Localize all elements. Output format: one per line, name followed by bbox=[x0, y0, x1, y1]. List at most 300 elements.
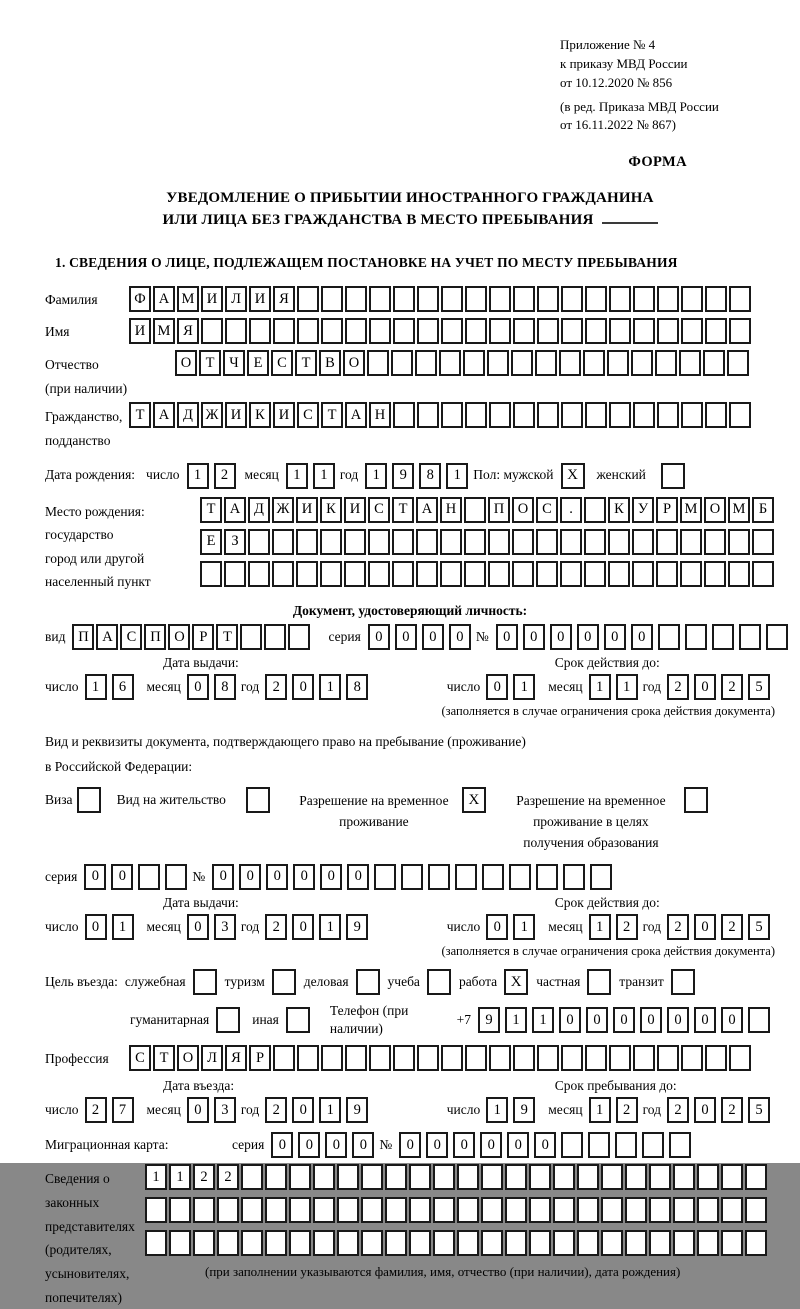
char-cell[interactable]: Ж bbox=[272, 497, 294, 523]
char-cell[interactable]: Р bbox=[192, 624, 214, 650]
char-cell[interactable]: 1 bbox=[616, 674, 638, 700]
char-cell[interactable] bbox=[465, 402, 487, 428]
stay-month-cells[interactable] bbox=[589, 1097, 643, 1123]
char-cell[interactable]: 1 bbox=[169, 1164, 191, 1190]
char-cell[interactable] bbox=[488, 529, 510, 555]
char-cell[interactable]: 1 bbox=[446, 463, 468, 489]
residence-permit-checkbox[interactable] bbox=[246, 787, 270, 813]
char-cell[interactable] bbox=[392, 529, 414, 555]
char-cell[interactable] bbox=[721, 1164, 743, 1190]
doc-issue-month-cells[interactable] bbox=[187, 674, 241, 700]
char-cell[interactable]: Т bbox=[392, 497, 414, 523]
char-cell[interactable] bbox=[409, 1197, 431, 1223]
char-cell[interactable]: А bbox=[345, 402, 367, 428]
char-cell[interactable] bbox=[337, 1197, 359, 1223]
char-cell[interactable]: 0 bbox=[111, 864, 133, 890]
char-cell[interactable]: 0 bbox=[212, 864, 234, 890]
char-cell[interactable] bbox=[505, 1164, 527, 1190]
char-cell[interactable] bbox=[193, 1197, 215, 1223]
entry-day-cells[interactable] bbox=[85, 1097, 139, 1123]
char-cell[interactable] bbox=[729, 286, 751, 312]
char-cell[interactable]: С bbox=[120, 624, 142, 650]
char-cell[interactable] bbox=[489, 1045, 511, 1071]
char-cell[interactable]: И bbox=[344, 497, 366, 523]
char-cell[interactable] bbox=[169, 1197, 191, 1223]
char-cell[interactable] bbox=[685, 624, 707, 650]
char-cell[interactable] bbox=[273, 318, 295, 344]
char-cell[interactable] bbox=[608, 529, 630, 555]
birth-day-cells[interactable] bbox=[187, 463, 241, 489]
char-cell[interactable] bbox=[367, 350, 389, 376]
char-cell[interactable] bbox=[385, 1164, 407, 1190]
char-cell[interactable] bbox=[537, 286, 559, 312]
char-cell[interactable] bbox=[464, 561, 486, 587]
char-cell[interactable]: И bbox=[201, 286, 223, 312]
rvp-series-cells[interactable] bbox=[84, 864, 192, 890]
char-cell[interactable] bbox=[441, 286, 463, 312]
char-cell[interactable]: Д bbox=[177, 402, 199, 428]
char-cell[interactable] bbox=[289, 1197, 311, 1223]
char-cell[interactable] bbox=[649, 1230, 671, 1256]
char-cell[interactable]: 2 bbox=[616, 914, 638, 940]
char-cell[interactable]: 0 bbox=[187, 674, 209, 700]
char-cell[interactable] bbox=[409, 1164, 431, 1190]
char-cell[interactable] bbox=[465, 1045, 487, 1071]
birth-place-row3-cells[interactable] bbox=[200, 561, 776, 587]
char-cell[interactable] bbox=[145, 1230, 167, 1256]
char-cell[interactable]: 1 bbox=[505, 1007, 527, 1033]
doc-issue-year-cells[interactable] bbox=[265, 674, 373, 700]
char-cell[interactable]: 5 bbox=[748, 1097, 770, 1123]
phone-cells[interactable] bbox=[478, 1007, 775, 1033]
char-cell[interactable] bbox=[658, 624, 680, 650]
char-cell[interactable]: Н bbox=[440, 497, 462, 523]
char-cell[interactable] bbox=[705, 318, 727, 344]
char-cell[interactable]: А bbox=[416, 497, 438, 523]
char-cell[interactable]: К bbox=[249, 402, 271, 428]
char-cell[interactable] bbox=[344, 529, 366, 555]
char-cell[interactable] bbox=[193, 1230, 215, 1256]
char-cell[interactable] bbox=[590, 864, 612, 890]
char-cell[interactable] bbox=[609, 286, 631, 312]
representatives-row2-cells[interactable] bbox=[145, 1197, 769, 1223]
char-cell[interactable]: А bbox=[96, 624, 118, 650]
char-cell[interactable] bbox=[553, 1197, 575, 1223]
char-cell[interactable]: 2 bbox=[616, 1097, 638, 1123]
char-cell[interactable]: Ж bbox=[201, 402, 223, 428]
char-cell[interactable]: 8 bbox=[346, 674, 368, 700]
char-cell[interactable]: 2 bbox=[721, 1097, 743, 1123]
char-cell[interactable]: 0 bbox=[667, 1007, 689, 1033]
char-cell[interactable] bbox=[288, 624, 310, 650]
char-cell[interactable] bbox=[320, 529, 342, 555]
char-cell[interactable] bbox=[272, 561, 294, 587]
char-cell[interactable] bbox=[536, 561, 558, 587]
char-cell[interactable] bbox=[433, 1197, 455, 1223]
char-cell[interactable] bbox=[657, 286, 679, 312]
surname-cells[interactable] bbox=[129, 286, 753, 312]
char-cell[interactable] bbox=[669, 1132, 691, 1158]
char-cell[interactable]: 0 bbox=[320, 864, 342, 890]
rvp-issue-month-cells[interactable] bbox=[187, 914, 241, 940]
char-cell[interactable] bbox=[509, 864, 531, 890]
char-cell[interactable] bbox=[601, 1197, 623, 1223]
char-cell[interactable]: 0 bbox=[613, 1007, 635, 1033]
char-cell[interactable] bbox=[609, 318, 631, 344]
char-cell[interactable]: 0 bbox=[84, 864, 106, 890]
char-cell[interactable] bbox=[321, 286, 343, 312]
char-cell[interactable]: 1 bbox=[145, 1164, 167, 1190]
char-cell[interactable] bbox=[513, 1045, 535, 1071]
char-cell[interactable] bbox=[609, 1045, 631, 1071]
char-cell[interactable]: О bbox=[704, 497, 726, 523]
char-cell[interactable]: 0 bbox=[694, 674, 716, 700]
char-cell[interactable]: 0 bbox=[422, 624, 444, 650]
char-cell[interactable] bbox=[313, 1164, 335, 1190]
char-cell[interactable] bbox=[601, 1164, 623, 1190]
char-cell[interactable] bbox=[313, 1197, 335, 1223]
char-cell[interactable]: М bbox=[177, 286, 199, 312]
char-cell[interactable] bbox=[588, 1132, 610, 1158]
purpose-study-checkbox[interactable] bbox=[427, 969, 451, 995]
char-cell[interactable] bbox=[297, 318, 319, 344]
doc-kind-cells[interactable] bbox=[72, 624, 312, 650]
char-cell[interactable]: И bbox=[296, 497, 318, 523]
char-cell[interactable] bbox=[440, 529, 462, 555]
char-cell[interactable]: 0 bbox=[293, 864, 315, 890]
char-cell[interactable] bbox=[361, 1197, 383, 1223]
char-cell[interactable]: 0 bbox=[453, 1132, 475, 1158]
char-cell[interactable] bbox=[673, 1230, 695, 1256]
char-cell[interactable] bbox=[728, 561, 750, 587]
char-cell[interactable] bbox=[296, 561, 318, 587]
char-cell[interactable]: 7 bbox=[112, 1097, 134, 1123]
char-cell[interactable]: 2 bbox=[193, 1164, 215, 1190]
char-cell[interactable] bbox=[489, 286, 511, 312]
char-cell[interactable] bbox=[729, 1045, 751, 1071]
rvp-issue-day-cells[interactable] bbox=[85, 914, 139, 940]
char-cell[interactable]: 1 bbox=[532, 1007, 554, 1033]
rvp-issue-year-cells[interactable] bbox=[265, 914, 373, 940]
char-cell[interactable] bbox=[200, 561, 222, 587]
char-cell[interactable]: 1 bbox=[589, 914, 611, 940]
char-cell[interactable]: Т bbox=[321, 402, 343, 428]
char-cell[interactable] bbox=[481, 1164, 503, 1190]
char-cell[interactable]: М bbox=[680, 497, 702, 523]
rvp-expiry-month-cells[interactable] bbox=[589, 914, 643, 940]
char-cell[interactable]: 0 bbox=[577, 624, 599, 650]
char-cell[interactable] bbox=[561, 402, 583, 428]
char-cell[interactable] bbox=[241, 1164, 263, 1190]
char-cell[interactable]: 2 bbox=[265, 914, 287, 940]
char-cell[interactable]: 9 bbox=[346, 914, 368, 940]
char-cell[interactable] bbox=[145, 1197, 167, 1223]
char-cell[interactable] bbox=[488, 561, 510, 587]
char-cell[interactable]: О bbox=[343, 350, 365, 376]
char-cell[interactable] bbox=[585, 1045, 607, 1071]
char-cell[interactable] bbox=[265, 1230, 287, 1256]
char-cell[interactable]: Я bbox=[225, 1045, 247, 1071]
char-cell[interactable] bbox=[633, 318, 655, 344]
char-cell[interactable]: . bbox=[560, 497, 582, 523]
char-cell[interactable]: Ч bbox=[223, 350, 245, 376]
char-cell[interactable]: 0 bbox=[399, 1132, 421, 1158]
char-cell[interactable]: 0 bbox=[292, 1097, 314, 1123]
char-cell[interactable] bbox=[535, 350, 557, 376]
char-cell[interactable]: 2 bbox=[217, 1164, 239, 1190]
purpose-tourism-checkbox[interactable] bbox=[272, 969, 296, 995]
char-cell[interactable] bbox=[320, 561, 342, 587]
char-cell[interactable]: 0 bbox=[347, 864, 369, 890]
char-cell[interactable]: О bbox=[168, 624, 190, 650]
char-cell[interactable]: Е bbox=[247, 350, 269, 376]
stay-year-cells[interactable] bbox=[667, 1097, 775, 1123]
char-cell[interactable]: Р bbox=[656, 497, 678, 523]
char-cell[interactable] bbox=[633, 1045, 655, 1071]
char-cell[interactable] bbox=[632, 529, 654, 555]
char-cell[interactable]: 0 bbox=[694, 914, 716, 940]
char-cell[interactable] bbox=[673, 1164, 695, 1190]
char-cell[interactable] bbox=[313, 1230, 335, 1256]
char-cell[interactable]: К bbox=[608, 497, 630, 523]
char-cell[interactable]: Т bbox=[129, 402, 151, 428]
char-cell[interactable] bbox=[368, 529, 390, 555]
char-cell[interactable]: 0 bbox=[640, 1007, 662, 1033]
char-cell[interactable]: 1 bbox=[319, 674, 341, 700]
char-cell[interactable] bbox=[585, 286, 607, 312]
char-cell[interactable] bbox=[513, 318, 535, 344]
char-cell[interactable] bbox=[649, 1197, 671, 1223]
char-cell[interactable] bbox=[679, 350, 701, 376]
char-cell[interactable]: С bbox=[271, 350, 293, 376]
char-cell[interactable] bbox=[385, 1197, 407, 1223]
char-cell[interactable]: У bbox=[632, 497, 654, 523]
char-cell[interactable] bbox=[369, 1045, 391, 1071]
char-cell[interactable] bbox=[681, 286, 703, 312]
char-cell[interactable] bbox=[752, 529, 774, 555]
char-cell[interactable]: 0 bbox=[507, 1132, 529, 1158]
char-cell[interactable] bbox=[289, 1230, 311, 1256]
char-cell[interactable] bbox=[297, 286, 319, 312]
char-cell[interactable]: 1 bbox=[319, 1097, 341, 1123]
char-cell[interactable] bbox=[439, 350, 461, 376]
purpose-transit-checkbox[interactable] bbox=[671, 969, 695, 995]
char-cell[interactable]: 1 bbox=[513, 674, 535, 700]
char-cell[interactable]: И bbox=[273, 402, 295, 428]
char-cell[interactable] bbox=[481, 1197, 503, 1223]
char-cell[interactable]: Р bbox=[249, 1045, 271, 1071]
char-cell[interactable]: 0 bbox=[187, 1097, 209, 1123]
char-cell[interactable] bbox=[393, 1045, 415, 1071]
char-cell[interactable] bbox=[680, 529, 702, 555]
char-cell[interactable]: 2 bbox=[85, 1097, 107, 1123]
char-cell[interactable] bbox=[464, 497, 486, 523]
char-cell[interactable] bbox=[463, 350, 485, 376]
char-cell[interactable]: О bbox=[175, 350, 197, 376]
purpose-other-checkbox[interactable] bbox=[286, 1007, 310, 1033]
char-cell[interactable] bbox=[297, 1045, 319, 1071]
patronymic-cells[interactable] bbox=[175, 350, 751, 376]
char-cell[interactable] bbox=[739, 624, 761, 650]
char-cell[interactable] bbox=[321, 1045, 343, 1071]
char-cell[interactable] bbox=[513, 286, 535, 312]
char-cell[interactable]: 0 bbox=[292, 914, 314, 940]
char-cell[interactable] bbox=[655, 350, 677, 376]
char-cell[interactable]: 0 bbox=[486, 914, 508, 940]
char-cell[interactable] bbox=[138, 864, 160, 890]
char-cell[interactable] bbox=[561, 318, 583, 344]
char-cell[interactable] bbox=[391, 350, 413, 376]
char-cell[interactable] bbox=[482, 864, 504, 890]
char-cell[interactable]: 5 bbox=[748, 674, 770, 700]
char-cell[interactable] bbox=[337, 1230, 359, 1256]
representatives-row3-cells[interactable] bbox=[145, 1230, 769, 1256]
char-cell[interactable] bbox=[705, 1045, 727, 1071]
char-cell[interactable] bbox=[457, 1197, 479, 1223]
char-cell[interactable]: И bbox=[129, 318, 151, 344]
char-cell[interactable] bbox=[416, 561, 438, 587]
char-cell[interactable] bbox=[704, 561, 726, 587]
char-cell[interactable] bbox=[513, 402, 535, 428]
char-cell[interactable]: 9 bbox=[346, 1097, 368, 1123]
char-cell[interactable] bbox=[417, 1045, 439, 1071]
char-cell[interactable] bbox=[697, 1197, 719, 1223]
migration-number-cells[interactable] bbox=[399, 1132, 696, 1158]
char-cell[interactable] bbox=[217, 1197, 239, 1223]
char-cell[interactable] bbox=[369, 286, 391, 312]
rvp-number-cells[interactable] bbox=[212, 864, 617, 890]
purpose-business-checkbox[interactable] bbox=[356, 969, 380, 995]
char-cell[interactable]: П bbox=[488, 497, 510, 523]
char-cell[interactable]: 0 bbox=[721, 1007, 743, 1033]
char-cell[interactable] bbox=[625, 1230, 647, 1256]
char-cell[interactable] bbox=[361, 1164, 383, 1190]
char-cell[interactable]: 2 bbox=[265, 674, 287, 700]
char-cell[interactable] bbox=[409, 1230, 431, 1256]
char-cell[interactable] bbox=[721, 1230, 743, 1256]
char-cell[interactable] bbox=[248, 529, 270, 555]
purpose-humanitarian-checkbox[interactable] bbox=[216, 1007, 240, 1033]
char-cell[interactable] bbox=[464, 529, 486, 555]
char-cell[interactable] bbox=[487, 350, 509, 376]
char-cell[interactable]: Л bbox=[201, 1045, 223, 1071]
char-cell[interactable] bbox=[428, 864, 450, 890]
char-cell[interactable] bbox=[440, 561, 462, 587]
char-cell[interactable]: П bbox=[72, 624, 94, 650]
char-cell[interactable] bbox=[265, 1197, 287, 1223]
char-cell[interactable] bbox=[321, 318, 343, 344]
rvp-expiry-year-cells[interactable] bbox=[667, 914, 775, 940]
char-cell[interactable]: 1 bbox=[513, 914, 535, 940]
birth-place-row2-cells[interactable] bbox=[200, 529, 776, 555]
profession-cells[interactable] bbox=[129, 1045, 753, 1071]
char-cell[interactable]: О bbox=[512, 497, 534, 523]
char-cell[interactable] bbox=[657, 1045, 679, 1071]
char-cell[interactable] bbox=[201, 318, 223, 344]
char-cell[interactable]: Т bbox=[216, 624, 238, 650]
char-cell[interactable] bbox=[633, 402, 655, 428]
char-cell[interactable] bbox=[505, 1230, 527, 1256]
migration-series-cells[interactable] bbox=[271, 1132, 379, 1158]
char-cell[interactable]: 0 bbox=[352, 1132, 374, 1158]
char-cell[interactable] bbox=[583, 350, 605, 376]
char-cell[interactable]: С bbox=[129, 1045, 151, 1071]
char-cell[interactable] bbox=[272, 529, 294, 555]
char-cell[interactable]: 2 bbox=[265, 1097, 287, 1123]
char-cell[interactable]: 1 bbox=[589, 674, 611, 700]
char-cell[interactable] bbox=[656, 529, 678, 555]
char-cell[interactable]: 3 bbox=[214, 1097, 236, 1123]
char-cell[interactable]: 0 bbox=[271, 1132, 293, 1158]
char-cell[interactable] bbox=[681, 318, 703, 344]
char-cell[interactable] bbox=[584, 561, 606, 587]
char-cell[interactable]: 0 bbox=[449, 624, 471, 650]
char-cell[interactable]: 0 bbox=[325, 1132, 347, 1158]
char-cell[interactable] bbox=[673, 1197, 695, 1223]
char-cell[interactable]: Т bbox=[199, 350, 221, 376]
char-cell[interactable]: Л bbox=[225, 286, 247, 312]
char-cell[interactable] bbox=[465, 318, 487, 344]
char-cell[interactable]: 1 bbox=[187, 463, 209, 489]
char-cell[interactable] bbox=[704, 529, 726, 555]
sex-female-checkbox[interactable] bbox=[661, 463, 685, 489]
char-cell[interactable]: М bbox=[728, 497, 750, 523]
char-cell[interactable] bbox=[745, 1230, 767, 1256]
char-cell[interactable] bbox=[165, 864, 187, 890]
char-cell[interactable]: 1 bbox=[486, 1097, 508, 1123]
char-cell[interactable] bbox=[561, 1045, 583, 1071]
char-cell[interactable]: 1 bbox=[313, 463, 335, 489]
char-cell[interactable]: 2 bbox=[667, 674, 689, 700]
char-cell[interactable] bbox=[625, 1197, 647, 1223]
char-cell[interactable]: 1 bbox=[286, 463, 308, 489]
char-cell[interactable]: 0 bbox=[266, 864, 288, 890]
char-cell[interactable]: 6 bbox=[112, 674, 134, 700]
char-cell[interactable] bbox=[681, 402, 703, 428]
doc-issue-day-cells[interactable] bbox=[85, 674, 139, 700]
char-cell[interactable] bbox=[560, 529, 582, 555]
char-cell[interactable]: Н bbox=[369, 402, 391, 428]
char-cell[interactable] bbox=[584, 497, 606, 523]
char-cell[interactable] bbox=[625, 1164, 647, 1190]
char-cell[interactable] bbox=[585, 318, 607, 344]
char-cell[interactable]: И bbox=[249, 286, 271, 312]
char-cell[interactable]: 0 bbox=[486, 674, 508, 700]
char-cell[interactable] bbox=[585, 402, 607, 428]
char-cell[interactable]: 2 bbox=[667, 914, 689, 940]
char-cell[interactable]: 0 bbox=[480, 1132, 502, 1158]
char-cell[interactable] bbox=[703, 350, 725, 376]
char-cell[interactable] bbox=[273, 1045, 295, 1071]
char-cell[interactable]: 1 bbox=[319, 914, 341, 940]
char-cell[interactable] bbox=[577, 1230, 599, 1256]
char-cell[interactable] bbox=[457, 1164, 479, 1190]
char-cell[interactable] bbox=[529, 1164, 551, 1190]
char-cell[interactable] bbox=[169, 1230, 191, 1256]
char-cell[interactable]: 0 bbox=[496, 624, 518, 650]
char-cell[interactable]: А bbox=[224, 497, 246, 523]
char-cell[interactable]: 3 bbox=[214, 914, 236, 940]
char-cell[interactable] bbox=[657, 318, 679, 344]
char-cell[interactable]: Б bbox=[752, 497, 774, 523]
char-cell[interactable] bbox=[727, 350, 749, 376]
entry-year-cells[interactable] bbox=[265, 1097, 373, 1123]
char-cell[interactable] bbox=[577, 1197, 599, 1223]
char-cell[interactable] bbox=[512, 561, 534, 587]
char-cell[interactable] bbox=[416, 529, 438, 555]
char-cell[interactable] bbox=[649, 1164, 671, 1190]
char-cell[interactable] bbox=[441, 318, 463, 344]
